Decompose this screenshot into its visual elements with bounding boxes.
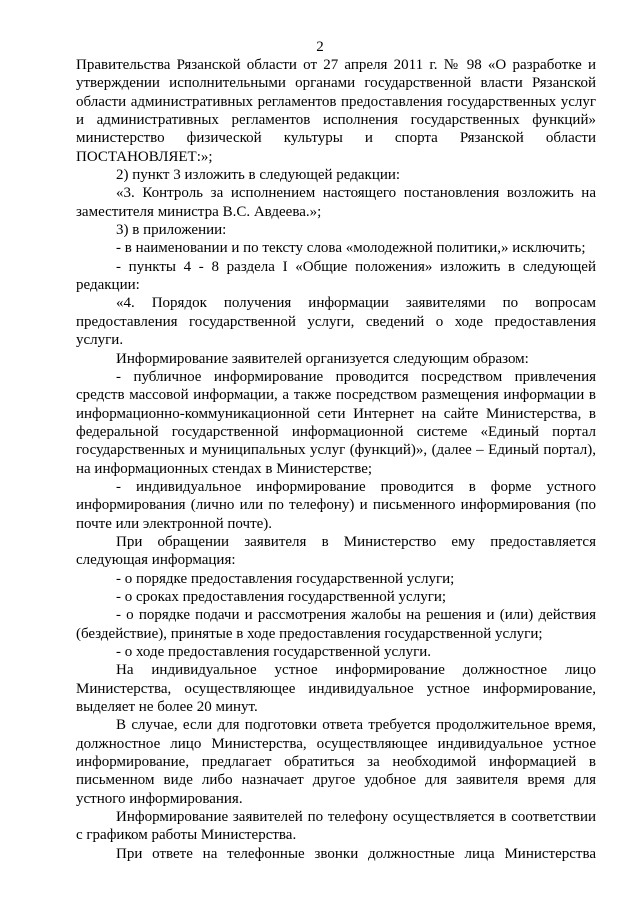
paragraph: - публичное информирование проводится посредством привлечения средств массовой информации, а также посредством размещения информации в информационно-коммуникационной сети Интернет на сайте Министерства, в федеральной государственной информационной системе «Единый портал государственных и муниципальных услуг (функций)», (далее – Единый портал), на информационных стендах в Министерстве; xyxy=(76,368,596,477)
paragraph: Информирование заявителей организуется следующим образом: xyxy=(116,350,529,367)
paragraph: - о сроках предоставления государственной услуги; xyxy=(116,588,447,605)
paragraph: На индивидуальное устное информирование должностное лицо Министерства, осуществляющее индивидуальное устное информирование, выделяет не более 20 минут. xyxy=(76,662,596,716)
paragraph: - пункты 4 - 8 раздела I «Общие положения» изложить в следующей редакции: xyxy=(76,258,596,294)
paragraph: Правительства Рязанской области от 27 апреля 2011 г. № 98 «О разработке и утверждении исполнительными органами государственной власти Рязанской области административных регламентов предоставления государственных услуг и административных регламентов исполнения государственных функций» министерство физической культуры и спорта Рязанской области ПОСТАНОВЛЯЕТ:»; xyxy=(76,57,596,165)
paragraph: При обращении заявителя в Министерство ему предоставляется следующая информация: xyxy=(76,533,596,569)
paragraph: - индивидуальное информирование проводится в форме устного информирования (лично или по телефону) и письменного информирования (по почте или электронной почте). xyxy=(76,478,596,532)
paragraph: Информирование заявителей по телефону осуществляется в соответствии с графиком работы Министерства. xyxy=(76,809,596,844)
document-body xyxy=(76,56,596,863)
page-number: 2 xyxy=(316,39,324,55)
paragraph: «3. Контроль за исполнением настоящего постановления возложить на заместителя министра В.С. Авдеева.»; xyxy=(76,185,596,220)
paragraph: - о ходе предоставления государственной услуги. xyxy=(116,644,432,660)
paragraph: - в наименовании и по тексту слова «молодежной политики,» исключить; xyxy=(116,240,586,257)
paragraph: При ответе на телефонные звонки должностные лица Министерства xyxy=(116,845,596,862)
paragraph: - о порядке предоставления государственной услуги; xyxy=(116,570,455,587)
paragraph: - о порядке подачи и рассмотрения жалобы на решения и (или) действия (бездействие), принятые в ходе предоставления государственной услуги; xyxy=(76,607,596,642)
paragraph: «4. Порядок получения информации заявителями по вопросам предоставления государственной услуги, сведений о ходе предоставления услуги. xyxy=(76,295,596,349)
paragraph: В случае, если для подготовки ответа требуется продолжительное время, должностное лицо Министерства, осуществляющее индивидуальное устное информирование, предлагает обратиться за необходимой информацией в письменном виде либо назначает другое удобное для заявителя время для устного информирования. xyxy=(76,717,596,807)
paragraph: 2) пункт 3 изложить в следующей редакции: xyxy=(116,167,401,184)
paragraph: 3) в приложении: xyxy=(116,222,227,239)
